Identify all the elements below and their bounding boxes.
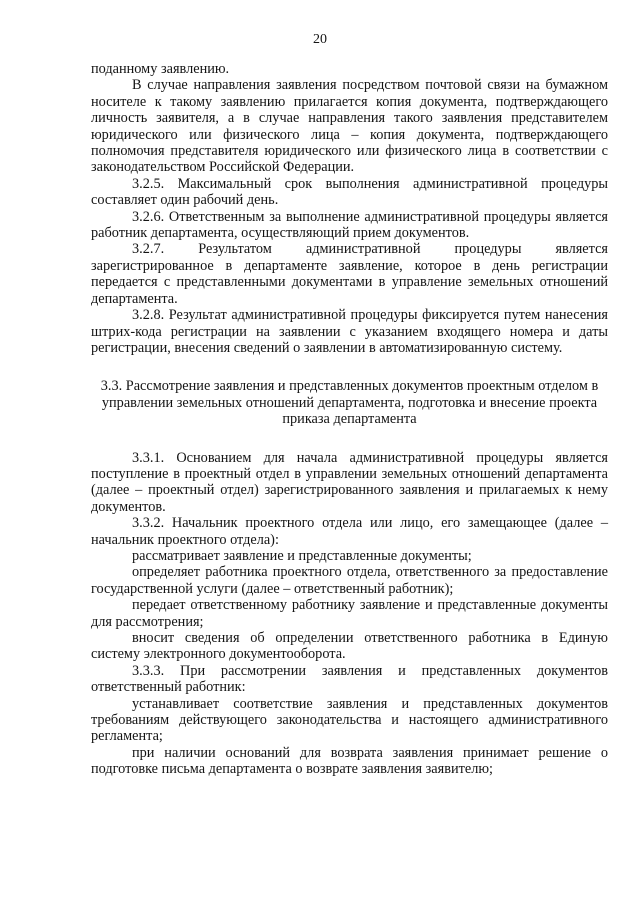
document-body [91, 61, 608, 778]
paragraph-3-2-6: 3.2.6. Ответственным за выполнение административной процедуры является работник департамента, осуществляющий прием документов. [91, 208, 608, 242]
paragraph-3-3-3: 3.3.3. При рассмотрении заявления и представленных документов ответственный работник: [91, 662, 608, 696]
paragraph-3-2-5: 3.2.5. Максимальный срок выполнения административной процедуры составляет один рабочий день. [91, 175, 608, 209]
list-item: рассматривает заявление и представленные документы; [132, 547, 472, 564]
paragraph: В случае направления заявления посредством почтовой связи на бумажном носителе к такому заявлению прилагается копия документа, подтверждающего личность заявителя, а в случае направления такого заявления представителем юридического или физического лица – копия документа, подтверждающего полномочия представителя юридического или физического лица в соответствии с законодательством Российской Федерации. [91, 77, 608, 176]
paragraph-3-2-7: 3.2.7. Результатом административной процедуры является зарегистрированное в департаменте заявление, которое в день регистрации передается с представленными документами в управление земельных отношений департамента. [91, 241, 608, 307]
page-number: 20 [313, 32, 327, 47]
list-item: определяет работника проектного отдела, ответственного за предоставление государственной услуги (далее – ответственный работник); [91, 564, 608, 597]
paragraph-3-2-8: 3.2.8. Результат административной процедуры фиксируется путем нанесения штрих-кода регистрации на заявлении с указанием входящего номера и даты регистрации, внесения сведений о заявлении в автоматизированную систему. [91, 307, 608, 356]
list-item: устанавливает соответствие заявления и представленных документов требованиям действующего законодательства и настоящего административного регламента; [91, 695, 608, 745]
list-item: передает ответственному работнику заявление и представленные документы для рассмотрения; [91, 597, 608, 630]
section-heading-3-3: 3.3. Рассмотрение заявления и представленных документов проектным отделом в управлении земельных отношений департамента, подготовка и внесение проекта приказа департамента [100, 378, 599, 428]
list-item: вносит сведения об определении ответственного работника в Единую систему электронного документооборота. [91, 630, 608, 663]
paragraph: поданному заявлению. [91, 61, 230, 77]
paragraph-3-3-1: 3.3.1. Основанием для начала административной процедуры является поступление в проектный отдел в управлении земельных отношений департамента (далее – проектный отдел) зарегистрированного заявления и прилагаемых к нему документов. [91, 449, 608, 515]
list-item: при наличии оснований для возврата заявления принимает решение о подготовке письма департамента о возврате заявления заявителю; [91, 744, 608, 778]
paragraph-3-3-2: 3.3.2. Начальник проектного отдела или лицо, его замещающее (далее – начальник проектного отдела): [91, 515, 608, 548]
